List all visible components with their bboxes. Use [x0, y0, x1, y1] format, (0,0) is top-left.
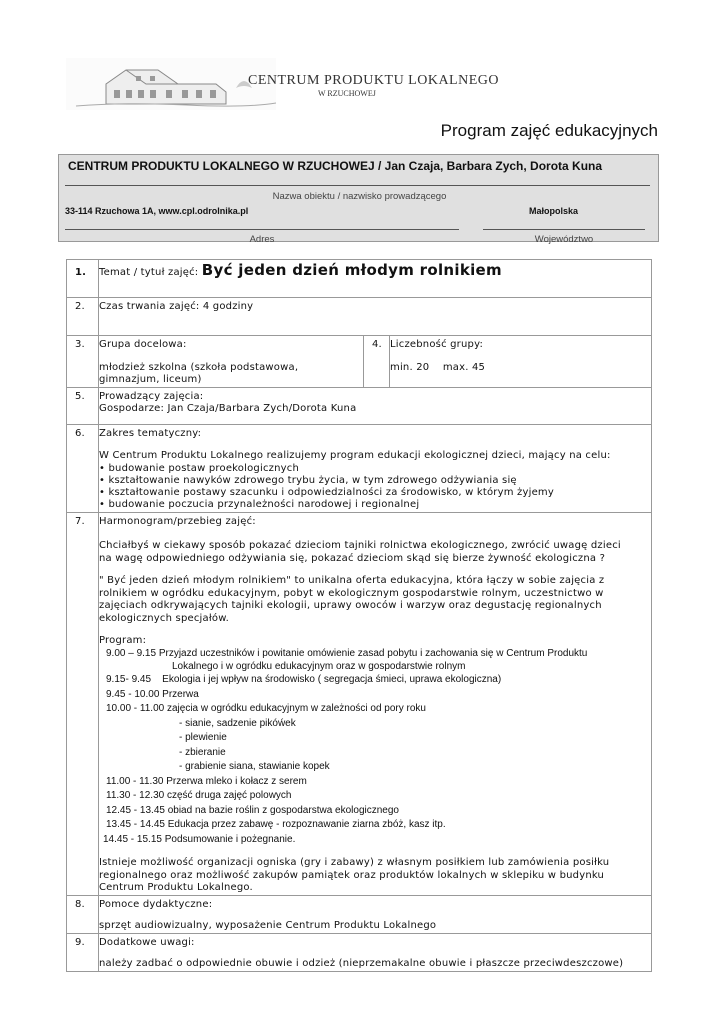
program-item: 12.45 - 13.45 obiad na bazie roślin z gospodarstwa ekologicznego — [106, 804, 399, 816]
document-title: Program zajęć edukacyjnych — [440, 121, 658, 140]
instructor-value: Gospodarze: Jan Czaja/Barbara Zych/Dorota Kuna — [99, 403, 357, 414]
scope-bullet: • budowanie postaw proekologicznych — [99, 462, 299, 474]
row-schedule — [67, 512, 652, 895]
row-number: 3. — [67, 336, 99, 388]
program-form — [66, 259, 652, 972]
program-item: 9.15- 9.45 Ekologia i jej wpływ na środowisko ( segregacja śmieci, uprawa ekologiczna) — [106, 674, 502, 685]
program-item: 9.00 – 9.15 Przyjazd uczestników i powitanie omówienie zasad pobytu i zachowania się w Centrum Produktu — [106, 647, 588, 659]
notes-label: Dodatkowe uwagi: — [99, 936, 195, 948]
row-scope — [67, 424, 652, 512]
group-size-label: Liczebność grupy: — [390, 339, 484, 350]
notes-value: należy zadbać o odpowiednie obuwie i odzież (nieprzemakalne obuwie i płaszcze przeciwdeszczowe) — [99, 958, 624, 969]
duration-label: Czas trwania zajęć: 4 godziny — [99, 301, 254, 312]
divider — [65, 229, 459, 230]
row-number: 4. — [364, 336, 390, 388]
program-subitem: - sianie, sadzenie pikóẃek — [179, 717, 296, 729]
schedule-paragraph: " Być jeden dzień młodym rolnikiem" to unikalna oferta edukacyjna, która łączy w sobie zajęcia z — [99, 575, 605, 586]
row-notes — [67, 933, 652, 971]
scope-label: Zakres tematyczny: — [99, 427, 202, 439]
logo-title: CENTRUM PRODUKTU LOKALNEGO — [248, 73, 499, 88]
program-item: 11.30 - 12.30 część druga zajęć polowych — [106, 790, 292, 801]
program-list — [99, 648, 645, 848]
group-size-value: min. 20 max. 45 — [390, 361, 486, 373]
schedule-paragraph: zajęciach odkrywających tajniki ekologii, uprawy owoców i warzyw oraz degustację regionalnych — [99, 600, 602, 611]
schedule-label: Harmonogram/przebieg zajęć: — [99, 515, 256, 527]
aids-label: Pomoce dydaktyczne: — [99, 898, 213, 910]
row-group — [67, 336, 652, 388]
group-size-cell — [390, 336, 652, 388]
program-subitem: - zbieranie — [179, 746, 226, 758]
divider — [65, 185, 650, 186]
row-number: 6. — [67, 424, 99, 512]
notes-cell — [99, 933, 652, 971]
program-item: 10.00 - 11.00 zajęcia w ogródku edukacyjnym w zależności od pory roku — [106, 703, 426, 714]
divider — [483, 229, 645, 230]
target-group-label: Grupa docelowa: — [99, 339, 187, 350]
schedule-paragraph: rolnikiem w ogródku edukacyjnym, pobyt w ekologicznym gospodarstwie rolnym, uczestnictwo w — [99, 587, 604, 599]
scope-intro: W Centrum Produktu Lokalnego realizujemy program edukacji ekologicznej dzieci, mający na celu: — [99, 450, 611, 461]
topic-cell — [99, 260, 652, 298]
target-group-value: młodzież szkolna (szkoła podstawowa, — [99, 361, 299, 373]
logo-subtitle: W RZUCHOWEJ — [318, 89, 376, 98]
voivodeship: Małopolska — [529, 206, 579, 216]
program-subitem: - grabienie siana, stawianie kopek — [179, 761, 330, 772]
topic-label: Temat / tytuł zajęć: — [99, 267, 199, 278]
row-number: 8. — [67, 895, 99, 933]
address: 33-114 Rzuchowa 1A, www.cpl.odrolnika.pl — [65, 206, 249, 216]
row-number: 2. — [67, 298, 99, 336]
scope-bullet: • budowanie poczucia przynależności narodowej i regionalnej — [99, 498, 420, 510]
object-name: CENTRUM PRODUKTU LOKALNEGO W RZUCHOWEJ / Jan Czaja, Barbara Zych, Dorota Kuna — [68, 159, 603, 173]
target-group-cell — [99, 336, 364, 388]
duration-cell — [99, 298, 652, 336]
row-instructor — [67, 387, 652, 424]
row-duration — [67, 298, 652, 336]
schedule-paragraph: ekologicznych specjałów. — [99, 612, 230, 624]
object-caption: Nazwa obiektu / nazwisko prowadzącego — [272, 191, 447, 202]
schedule-paragraph: na wagę odpowiedniego odżywiania się, pokazać dzieciom skąd się bierze żywność ekologiczna ? — [99, 552, 606, 564]
row-number: 5. — [67, 387, 99, 424]
scope-bullet: • kształtowanie postawy szacunku i odpowiedzialności za środowisko, w którym żyjemy — [99, 486, 554, 498]
scope-bullet: • kształtowanie nawyków zdrowego trybu życia, w tym zdrowego odżywiania się — [99, 474, 517, 486]
schedule-paragraph: Chciałbyś w ciekawy sposób pokazać dzieciom tajniki rolnictwa ekologicznego, zwrócić uwagę dzieci — [99, 540, 621, 551]
voivodeship-caption: Województwo — [534, 234, 594, 245]
row-number: 9. — [67, 933, 99, 971]
facility-info-box — [58, 154, 659, 245]
program-item: 9.45 - 10.00 Przerwa — [106, 688, 199, 700]
instructor-cell — [99, 387, 652, 424]
schedule-paragraph: Istnieje możliwość organizacji ogniska (gry i zabawy) z własnym posiłkiem lub zamówienia posiłku — [99, 857, 610, 868]
aids-cell — [99, 895, 652, 933]
program-item: 11.00 - 11.30 Przerwa mleko i kołacz z serem — [106, 775, 307, 787]
row-number: 7. — [67, 512, 99, 895]
program-item: Lokalnego i w ogródku edukacyjnym oraz w gospodarstwie rolnym — [172, 661, 466, 672]
schedule-paragraph: Centrum Produktu Lokalnego. — [99, 882, 253, 893]
target-group-value: gimnazjum, liceum) — [99, 374, 202, 385]
program-item: 13.45 - 14.45 Edukacja przez zabawę - rozpoznawanie ziarna zbóż, kasz itp. — [106, 819, 446, 830]
row-topic — [67, 260, 652, 298]
row-number: 1. — [67, 260, 99, 298]
program-label: Program: — [99, 635, 147, 646]
schedule-paragraph: regionalnego oraz możliwość zakupów pamiątek oraz produktów lokalnych w sklepiku w budynku — [99, 869, 605, 881]
program-subitem: - plewienie — [179, 732, 227, 743]
schedule-cell — [99, 512, 652, 895]
aids-value: sprzęt audiowizualny, wyposażenie Centrum Produktu Lokalnego — [99, 920, 437, 931]
program-item: 14.45 - 15.15 Podsumowanie i pożegnanie. — [103, 833, 296, 845]
scope-cell — [99, 424, 652, 512]
address-caption: Adres — [249, 234, 275, 245]
instructor-label: Prowadzący zajęcia: — [99, 390, 204, 402]
topic-value: Być jeden dzień młodym rolnikiem — [201, 261, 502, 279]
row-aids — [67, 895, 652, 933]
